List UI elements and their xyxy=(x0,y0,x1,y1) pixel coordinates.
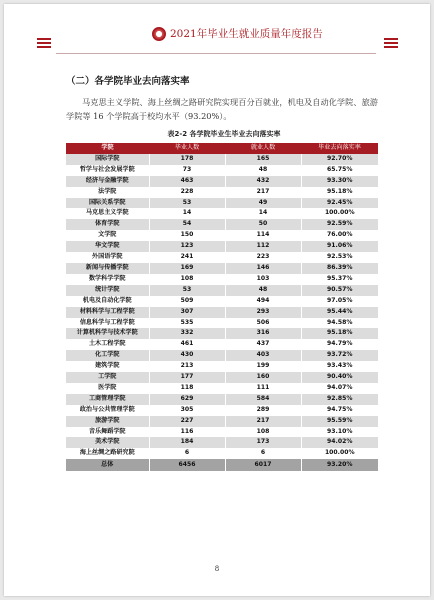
table-cell: 48 xyxy=(225,165,301,176)
section-heading: （二）各学院毕业去向落实率 xyxy=(66,76,190,87)
table-row xyxy=(66,307,378,318)
menu-icon xyxy=(384,38,398,48)
table-cell: 199 xyxy=(225,361,301,372)
table-cell: 108 xyxy=(225,427,301,438)
table-cell: 哲学与社会发展学院 xyxy=(66,165,149,176)
table-row xyxy=(66,296,378,307)
table-cell: 14 xyxy=(149,208,225,219)
table-cell: 法学院 xyxy=(66,187,149,198)
table-cell: 86.39% xyxy=(301,263,378,274)
table-cell: 6456 xyxy=(149,459,225,471)
column-header: 就业人数 xyxy=(225,143,301,154)
table-cell: 118 xyxy=(149,383,225,394)
table-cell: 90.40% xyxy=(301,372,378,383)
table-cell: 217 xyxy=(225,187,301,198)
table-cell: 165 xyxy=(225,154,301,165)
table-cell: 95.59% xyxy=(301,416,378,427)
table-cell: 90.57% xyxy=(301,285,378,296)
table-cell: 建筑学院 xyxy=(66,361,149,372)
table-cell: 国际学院 xyxy=(66,154,149,165)
page-number: 8 xyxy=(214,565,220,573)
table-cell: 95.18% xyxy=(301,187,378,198)
table-cell: 92.59% xyxy=(301,219,378,230)
table-cell: 94.02% xyxy=(301,437,378,448)
table-cell: 体育学院 xyxy=(66,219,149,230)
table-cell: 97.05% xyxy=(301,296,378,307)
table-cell: 材料科学与工程学院 xyxy=(66,307,149,318)
table-cell: 计算机科学与技术学院 xyxy=(66,328,149,339)
column-header: 毕业人数 xyxy=(149,143,225,154)
table-cell: 92.85% xyxy=(301,394,378,405)
table-cell: 94.75% xyxy=(301,405,378,416)
table-cell: 494 xyxy=(225,296,301,307)
table-cell: 65.75% xyxy=(301,165,378,176)
table-cell: 94.07% xyxy=(301,383,378,394)
table-row xyxy=(66,187,378,198)
table-cell: 92.70% xyxy=(301,154,378,165)
table-cell: 432 xyxy=(225,176,301,187)
table-row xyxy=(66,339,378,350)
table-cell: 马克思主义学院 xyxy=(66,208,149,219)
document-page xyxy=(4,4,430,596)
table-row xyxy=(66,394,378,405)
table-cell: 6 xyxy=(149,448,225,459)
table-cell: 经济与金融学院 xyxy=(66,176,149,187)
table-cell: 178 xyxy=(149,154,225,165)
table-cell: 93.20% xyxy=(301,459,378,471)
table-cell: 160 xyxy=(225,372,301,383)
table-cell: 629 xyxy=(149,394,225,405)
table-cell: 228 xyxy=(149,187,225,198)
table-cell: 506 xyxy=(225,318,301,329)
table-cell: 93.72% xyxy=(301,350,378,361)
column-header: 学院 xyxy=(66,143,149,154)
table-cell: 241 xyxy=(149,252,225,263)
table-cell: 123 xyxy=(149,241,225,252)
table-cell: 信息科学与工程学院 xyxy=(66,318,149,329)
table-cell: 48 xyxy=(225,285,301,296)
report-title: 2021年毕业生就业质量年度报告 xyxy=(170,28,323,40)
table-cell: 108 xyxy=(149,274,225,285)
table-row xyxy=(66,372,378,383)
table-cell: 146 xyxy=(225,263,301,274)
table-cell: 509 xyxy=(149,296,225,307)
table-cell: 103 xyxy=(225,274,301,285)
table-cell: 430 xyxy=(149,350,225,361)
table-cell: 169 xyxy=(149,263,225,274)
table-cell: 116 xyxy=(149,427,225,438)
table-cell: 50 xyxy=(225,219,301,230)
table-cell: 6 xyxy=(225,448,301,459)
table-row xyxy=(66,252,378,263)
table-row xyxy=(66,219,378,230)
table-cell: 111 xyxy=(225,383,301,394)
table-row xyxy=(66,416,378,427)
table-cell: 293 xyxy=(225,307,301,318)
table-cell: 53 xyxy=(149,198,225,209)
table-cell: 100.00% xyxy=(301,448,378,459)
table-cell: 53 xyxy=(149,285,225,296)
table-cell: 工商管理学院 xyxy=(66,394,149,405)
table-row xyxy=(66,263,378,274)
table-cell: 92.45% xyxy=(301,198,378,209)
page-header xyxy=(4,4,430,62)
menu-icon xyxy=(37,38,51,48)
table-cell: 403 xyxy=(225,350,301,361)
table-cell: 173 xyxy=(225,437,301,448)
table-cell: 机电及自动化学院 xyxy=(66,296,149,307)
university-logo xyxy=(152,27,166,41)
table-row xyxy=(66,405,378,416)
table-row xyxy=(66,383,378,394)
table-cell: 旅游学院 xyxy=(66,416,149,427)
table-cell: 584 xyxy=(225,394,301,405)
table-cell: 14 xyxy=(225,208,301,219)
table-cell: 91.06% xyxy=(301,241,378,252)
table-cell: 463 xyxy=(149,176,225,187)
table-cell: 49 xyxy=(225,198,301,209)
table-cell: 数学科学学院 xyxy=(66,274,149,285)
table-cell: 213 xyxy=(149,361,225,372)
table-cell: 93.43% xyxy=(301,361,378,372)
header-divider xyxy=(56,53,376,54)
table-cell: 227 xyxy=(149,416,225,427)
table-cell: 184 xyxy=(149,437,225,448)
table-row xyxy=(66,361,378,372)
table-cell: 文学院 xyxy=(66,230,149,241)
table-cell: 政治与公共管理学院 xyxy=(66,405,149,416)
table-cell: 535 xyxy=(149,318,225,329)
table-cell: 223 xyxy=(225,252,301,263)
table-cell: 国际关系学院 xyxy=(66,198,149,209)
table-cell: 100.00% xyxy=(301,208,378,219)
table-row xyxy=(66,241,378,252)
table-cell: 外国语学院 xyxy=(66,252,149,263)
table-total-row xyxy=(66,459,378,471)
graduation-rate-table xyxy=(66,143,378,471)
table-cell: 92.53% xyxy=(301,252,378,263)
table-header-row xyxy=(66,143,378,154)
table-cell: 化工学院 xyxy=(66,350,149,361)
table-cell: 6017 xyxy=(225,459,301,471)
table-row xyxy=(66,448,378,459)
table-row xyxy=(66,427,378,438)
table-row xyxy=(66,165,378,176)
table-cell: 医学院 xyxy=(66,383,149,394)
table-cell: 华文学院 xyxy=(66,241,149,252)
table-cell: 461 xyxy=(149,339,225,350)
table-cell: 73 xyxy=(149,165,225,176)
table-cell: 76.00% xyxy=(301,230,378,241)
table-cell: 112 xyxy=(225,241,301,252)
table-cell: 177 xyxy=(149,372,225,383)
table-cell: 工学院 xyxy=(66,372,149,383)
table-cell: 93.30% xyxy=(301,176,378,187)
table-cell: 305 xyxy=(149,405,225,416)
table-row xyxy=(66,318,378,329)
table-cell: 93.10% xyxy=(301,427,378,438)
table-cell: 美术学院 xyxy=(66,437,149,448)
table-cell: 150 xyxy=(149,230,225,241)
table-row xyxy=(66,437,378,448)
column-header: 毕业去向落实率 xyxy=(301,143,378,154)
table-row xyxy=(66,230,378,241)
table-cell: 217 xyxy=(225,416,301,427)
table-row xyxy=(66,350,378,361)
table-cell: 音乐舞蹈学院 xyxy=(66,427,149,438)
table-cell: 94.79% xyxy=(301,339,378,350)
table-cell: 94.58% xyxy=(301,318,378,329)
table-cell: 54 xyxy=(149,219,225,230)
table-row xyxy=(66,176,378,187)
section-intro: 马克思主义学院、海上丝绸之路研究院实现百分百就业，机电及自动化学院、旅游学院等 16 个学院高于校均水平（93.20%）。 xyxy=(66,97,378,121)
table-row xyxy=(66,285,378,296)
table-cell: 316 xyxy=(225,328,301,339)
table-cell: 统计学院 xyxy=(66,285,149,296)
table-cell: 114 xyxy=(225,230,301,241)
table-cell: 新闻与传播学院 xyxy=(66,263,149,274)
table-cell: 437 xyxy=(225,339,301,350)
table-row xyxy=(66,274,378,285)
table-cell: 95.37% xyxy=(301,274,378,285)
table-cell: 土木工程学院 xyxy=(66,339,149,350)
table-cell: 95.18% xyxy=(301,328,378,339)
table-cell: 总体 xyxy=(66,459,149,471)
table-body xyxy=(66,154,378,459)
table-caption: 表2-2 各学院毕业生毕业去向落实率 xyxy=(167,130,281,138)
table-row xyxy=(66,198,378,209)
table-row xyxy=(66,154,378,165)
table-row xyxy=(66,208,378,219)
table-cell: 海上丝绸之路研究院 xyxy=(66,448,149,459)
table-cell: 289 xyxy=(225,405,301,416)
table-cell: 307 xyxy=(149,307,225,318)
table-cell: 332 xyxy=(149,328,225,339)
table-cell: 95.44% xyxy=(301,307,378,318)
table-row xyxy=(66,328,378,339)
